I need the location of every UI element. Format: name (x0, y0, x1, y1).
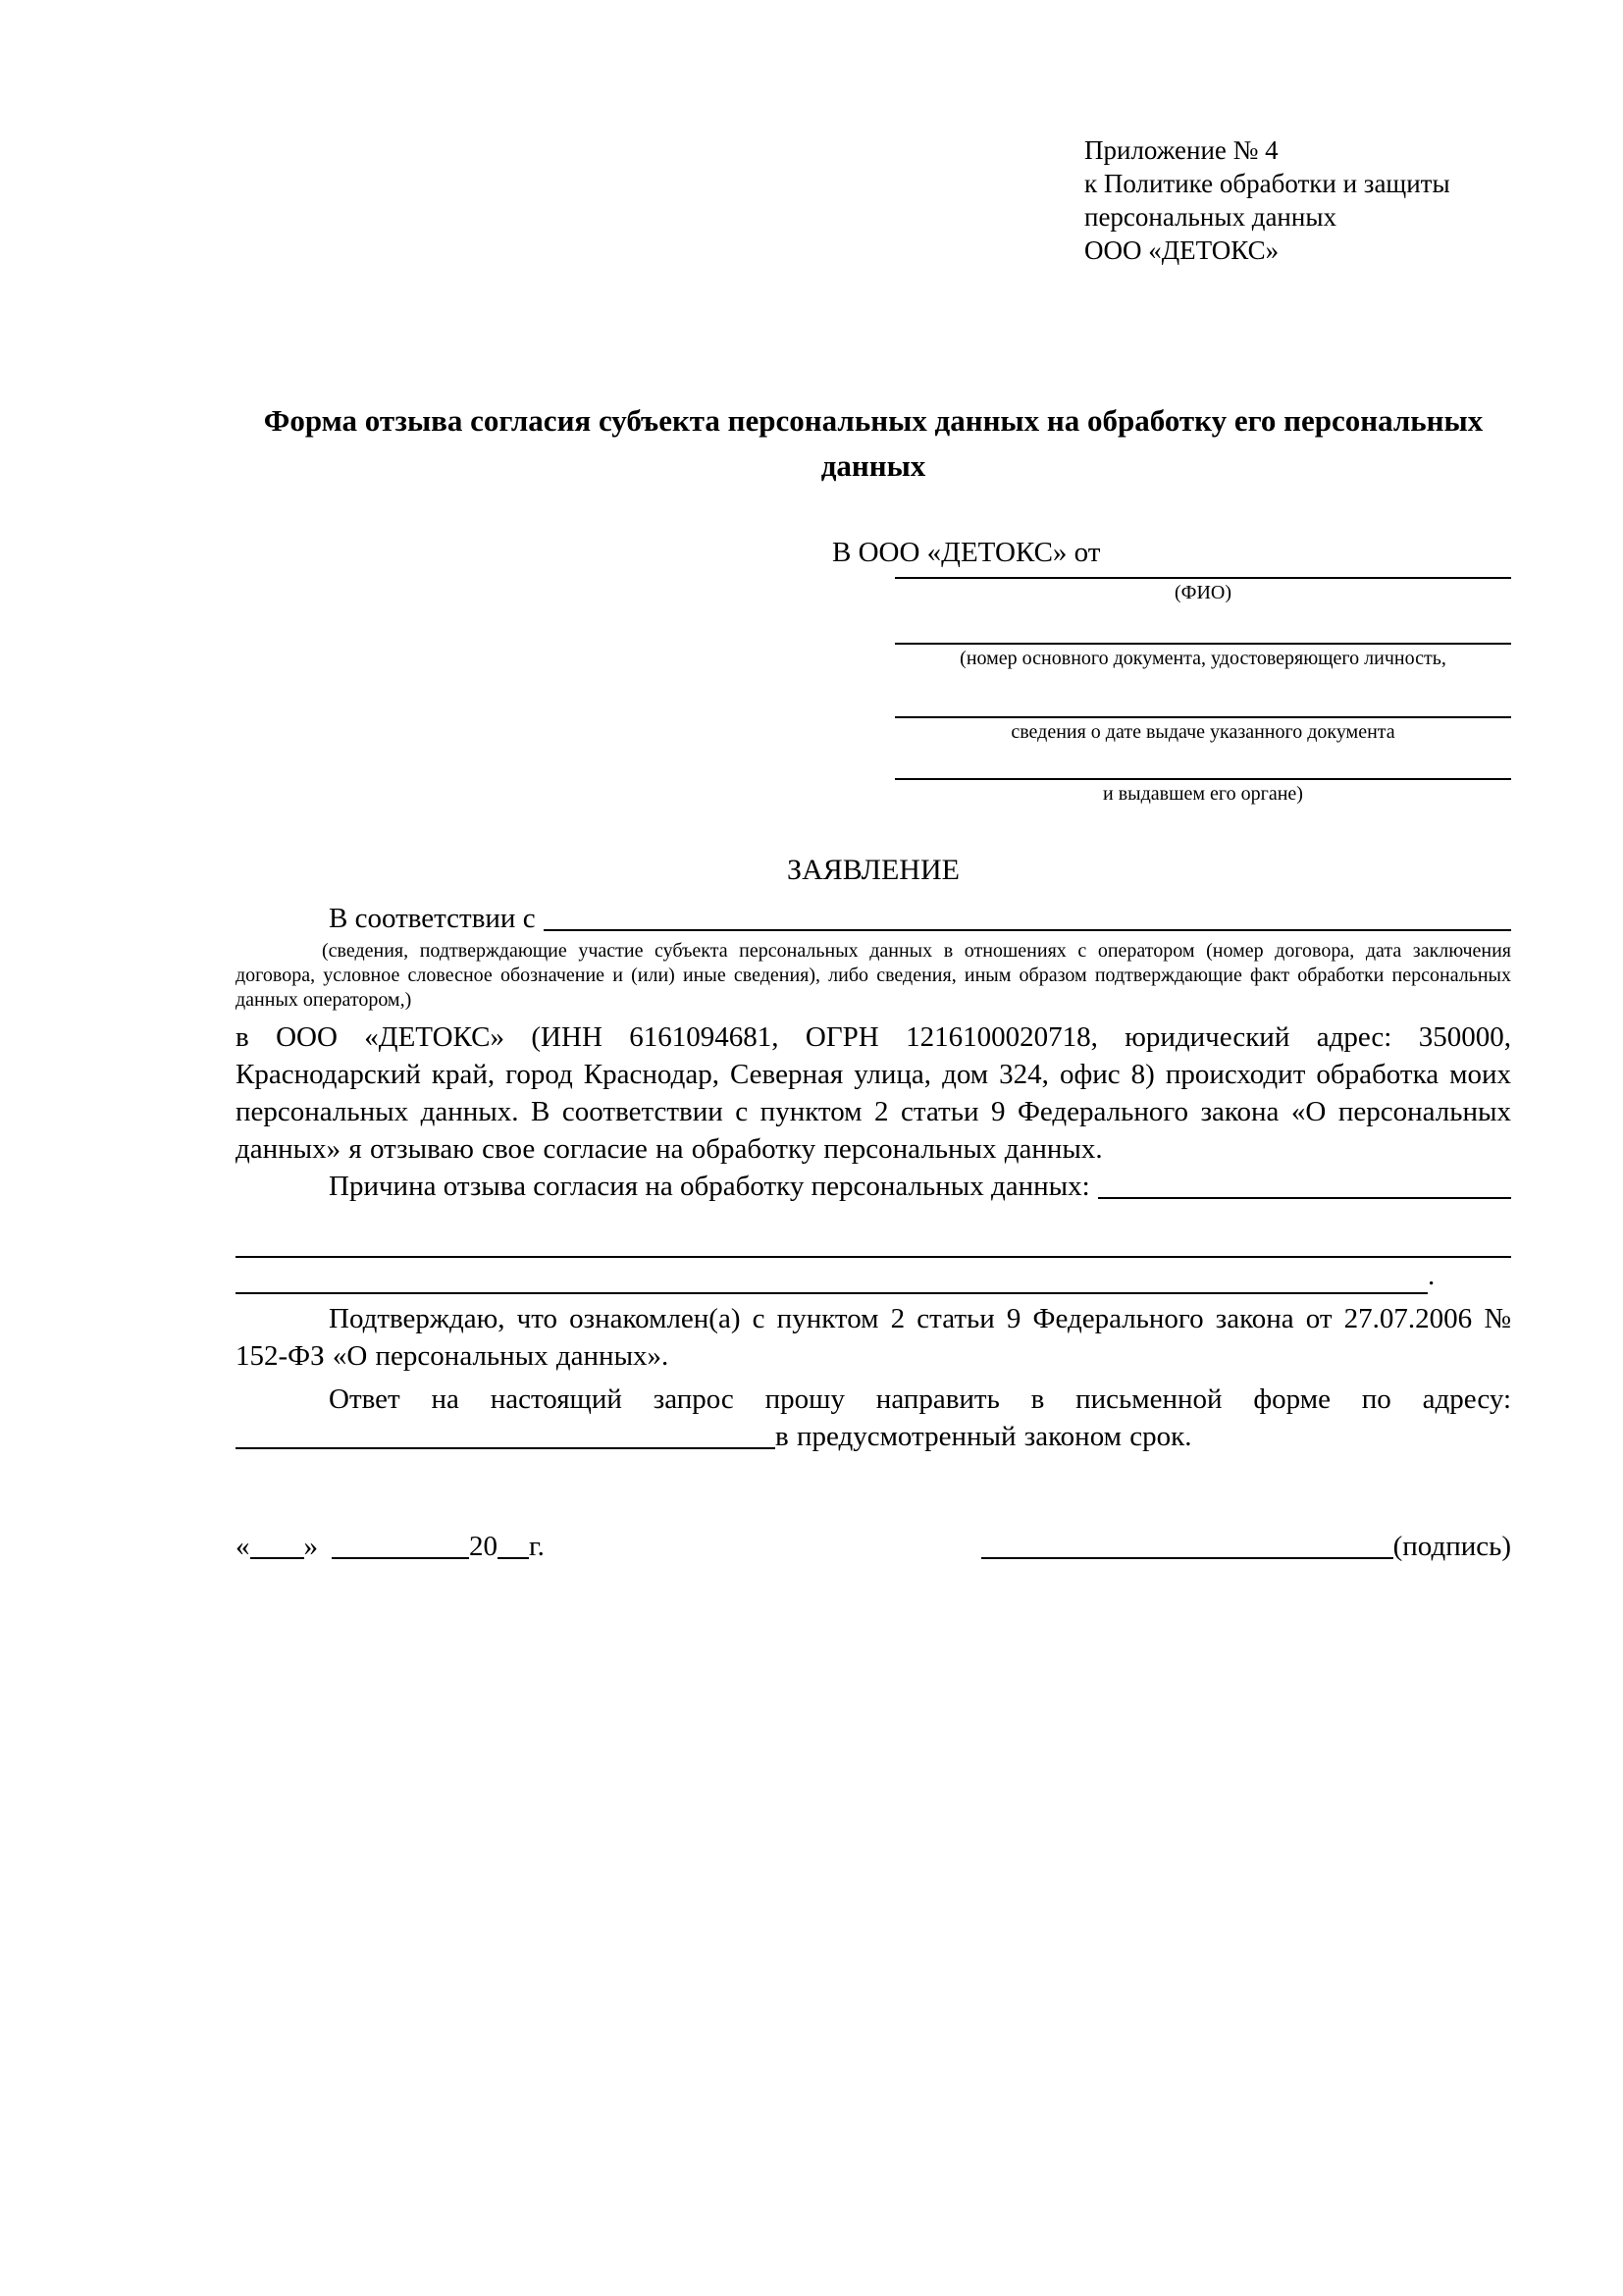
reason-period: . (1428, 1260, 1436, 1291)
date-year-blank (497, 1557, 529, 1559)
reason-blank-line-3-row (236, 1258, 1511, 1294)
appendix-header-line-4: ООО «ДЕТОКС» (1084, 235, 1280, 265)
signature-line (981, 1528, 1511, 1565)
reason-prefix: Причина отзыва согласия на обработку персональных данных: (329, 1171, 1090, 1202)
reply-suffix: в предусмотренный законом срок. (775, 1421, 1192, 1452)
issue-date-field-line (895, 716, 1511, 718)
fio-field-line (895, 577, 1511, 579)
reason-row (236, 1168, 1511, 1205)
issuer-field-line (895, 778, 1511, 780)
date-month-blank (332, 1557, 469, 1559)
reason-blank-line-2 (236, 1205, 1511, 1258)
date-year-suffix: г. (529, 1531, 545, 1562)
appendix-header-line-1: Приложение № 4 (1084, 135, 1279, 165)
date-open-quote: « (236, 1531, 250, 1562)
reason-blank-line-3 (236, 1256, 1428, 1294)
addressee-fields (895, 577, 1511, 807)
confirmation-text: Подтверждаю, что ознакомлен(а) с пунктом 2 статьи 9 Федерального закона от 27.07.2006 № 152-ФЗ «О персональных данных». (236, 1303, 1511, 1372)
date-close-quote: » (303, 1531, 318, 1562)
issue-date-caption: сведения о дате выдаче указанного документа (1011, 721, 1395, 743)
appendix-header-line-2: к Политике обработки и защиты (1084, 169, 1450, 198)
intro-prefix: В соответствии с (329, 903, 536, 934)
issuer-caption: и выдавшем его органе) (1103, 783, 1303, 805)
page-title: Форма отзыва согласия субъекта персональных данных на обработку его персональных данных (263, 403, 1484, 483)
footer-row (236, 1528, 1511, 1565)
date-century: 20 (469, 1531, 497, 1562)
intro-row (236, 900, 1511, 937)
doc-number-caption: (номер основного документа, удостоверяющего личность, (960, 648, 1446, 669)
doc-number-field-line (895, 643, 1511, 645)
statement-heading: ЗАЯВЛЕНИЕ (787, 854, 960, 886)
statement-body: в ООО «ДЕТОКС» (ИНН 6161094681, ОГРН 1216100020718, юридический адрес: 350000, Краснодарский край, город Краснодар, Северная улица, дом 324, офис 8) происходит обработка моих персональных данных. В соответствии с пунктом 2 статьи 9 Федерального закона «О персональных данных» я отзываю свое согласие на обработку персональных данных. (236, 1021, 1511, 1165)
fio-caption: (ФИО) (1174, 582, 1231, 603)
reply-prefix: Ответ на настоящий запрос прошу направить в письменной форме по адресу: (329, 1383, 1511, 1415)
intro-blank-line (544, 929, 1511, 931)
reply-paragraph (236, 1381, 1511, 1455)
document-content (236, 0, 1511, 1565)
legal-small-note: (сведения, подтверждающие участие субъекта персональных данных в отношениях с оператором (номер договора, дата заключения договора, условное словесное обозначение и (или) иные сведения), либо сведения, иным образом подтверждающие факт обработки персональных данных оператором,) (236, 940, 1511, 1011)
signature-caption: (подпись) (1392, 1531, 1511, 1562)
date-day-blank (250, 1557, 304, 1559)
date-line (236, 1528, 545, 1565)
signature-blank-line (981, 1557, 1393, 1559)
appendix-header-line-3: персональных данных (1084, 202, 1336, 232)
reply-address-blank-line (236, 1447, 775, 1449)
addressee-to-line: В ООО «ДЕТОКС» от (832, 537, 1101, 568)
reason-blank-line-1 (1098, 1197, 1511, 1199)
